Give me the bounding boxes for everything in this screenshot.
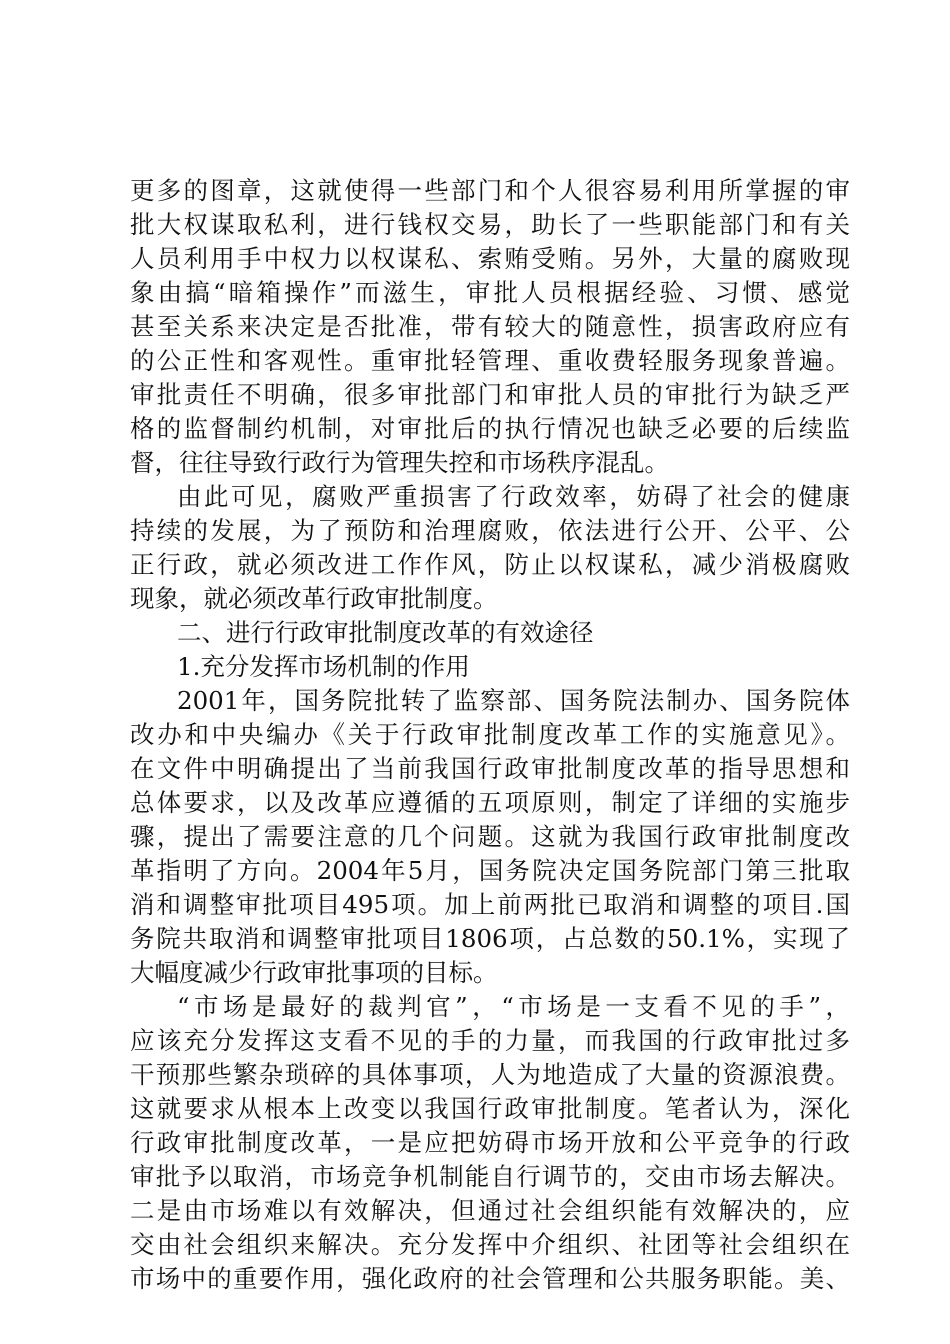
text-line: 行政审批制度改革，一是应把妨碍市场开放和公平竞争的行政 [130, 1128, 850, 1157]
text-line: 骤，提出了需要注意的几个问题。这就为我国行政审批制度改 [130, 822, 850, 851]
text-line: 批大权谋取私利，进行钱权交易，助长了一些职能部门和有关 [130, 210, 850, 239]
text-line: 大幅度减少行政审批事项的目标。 [130, 958, 498, 987]
text-line: 这就要求从根本上改变以我国行政审批制度。笔者认为，深化 [130, 1094, 850, 1123]
text-line: 消和调整审批项目495项。加上前两批已取消和调整的项目.国 [130, 890, 850, 919]
text-line: 正行政，就必须改进工作作风，防止以权谋私，减少消极腐败 [130, 550, 850, 579]
text-line: 在文件中明确提出了当前我国行政审批制度改革的指导思想和 [130, 754, 850, 783]
text-line: 人员利用手中权力以权谋私、索贿受贿。另外，大量的腐败现 [130, 244, 850, 273]
text-line: 二是由市场难以有效解决，但通过社会组织能有效解决的，应 [130, 1196, 850, 1225]
section-heading: 二、进行行政审批制度改革的有效途径 [177, 618, 594, 647]
subsection-heading: 1.充分发挥市场机制的作用 [177, 652, 470, 681]
text-line: 审批予以取消，市场竞争机制能自行调节的，交由市场去解决。 [130, 1162, 850, 1191]
text-line: 审批责任不明确，很多审批部门和审批人员的审批行为缺乏严 [130, 380, 850, 409]
text-line: 督，往往导致行政行为管理失控和市场秩序混乱。 [130, 448, 669, 477]
text-line: 象由搞“暗箱操作”而滋生，审批人员根据经验、习惯、感觉 [130, 278, 850, 307]
text-line: 务院共取消和调整审批项目1806项，占总数的50.1%，实现了 [130, 924, 850, 953]
text-line: “市场是最好的裁判官”，“市场是一支看不见的手”， [177, 992, 850, 1021]
text-line: 的公正性和客观性。重审批轻管理、重收费轻服务现象普遍。 [130, 346, 850, 375]
text-line: 交由社会组织来解决。充分发挥中介组织、社团等社会组织在 [130, 1230, 850, 1259]
text-line: 干预那些繁杂琐碎的具体事项，人为地造成了大量的资源浪费。 [130, 1060, 850, 1089]
text-line: 革指明了方向。2004年5月，国务院决定国务院部门第三批取 [130, 856, 850, 885]
text-line: 市场中的重要作用，强化政府的社会管理和公共服务职能。美、 [130, 1264, 850, 1293]
text-line: 现象，就必须改革行政审批制度。 [130, 584, 498, 613]
text-line: 应该充分发挥这支看不见的手的力量，而我国的行政审批过多 [130, 1026, 850, 1055]
text-line: 更多的图章，这就使得一些部门和个人很容易利用所掌握的审 [130, 176, 850, 205]
text-line: 总体要求，以及改革应遵循的五项原则，制定了详细的实施步 [130, 788, 850, 817]
text-line: 改办和中央编办《关于行政审批制度改革工作的实施意见》。 [130, 720, 850, 749]
text-line: 由此可见，腐败严重损害了行政效率，妨碍了社会的健康 [177, 482, 850, 511]
text-line: 2001年，国务院批转了监察部、国务院法制办、国务院体 [177, 686, 850, 715]
text-line: 持续的发展，为了预防和治理腐败，依法进行公开、公平、公 [130, 516, 850, 545]
text-line: 格的监督制约机制，对审批后的执行情况也缺乏必要的后续监 [130, 414, 850, 443]
text-line: 甚至关系来决定是否批准，带有较大的随意性，损害政府应有 [130, 312, 850, 341]
